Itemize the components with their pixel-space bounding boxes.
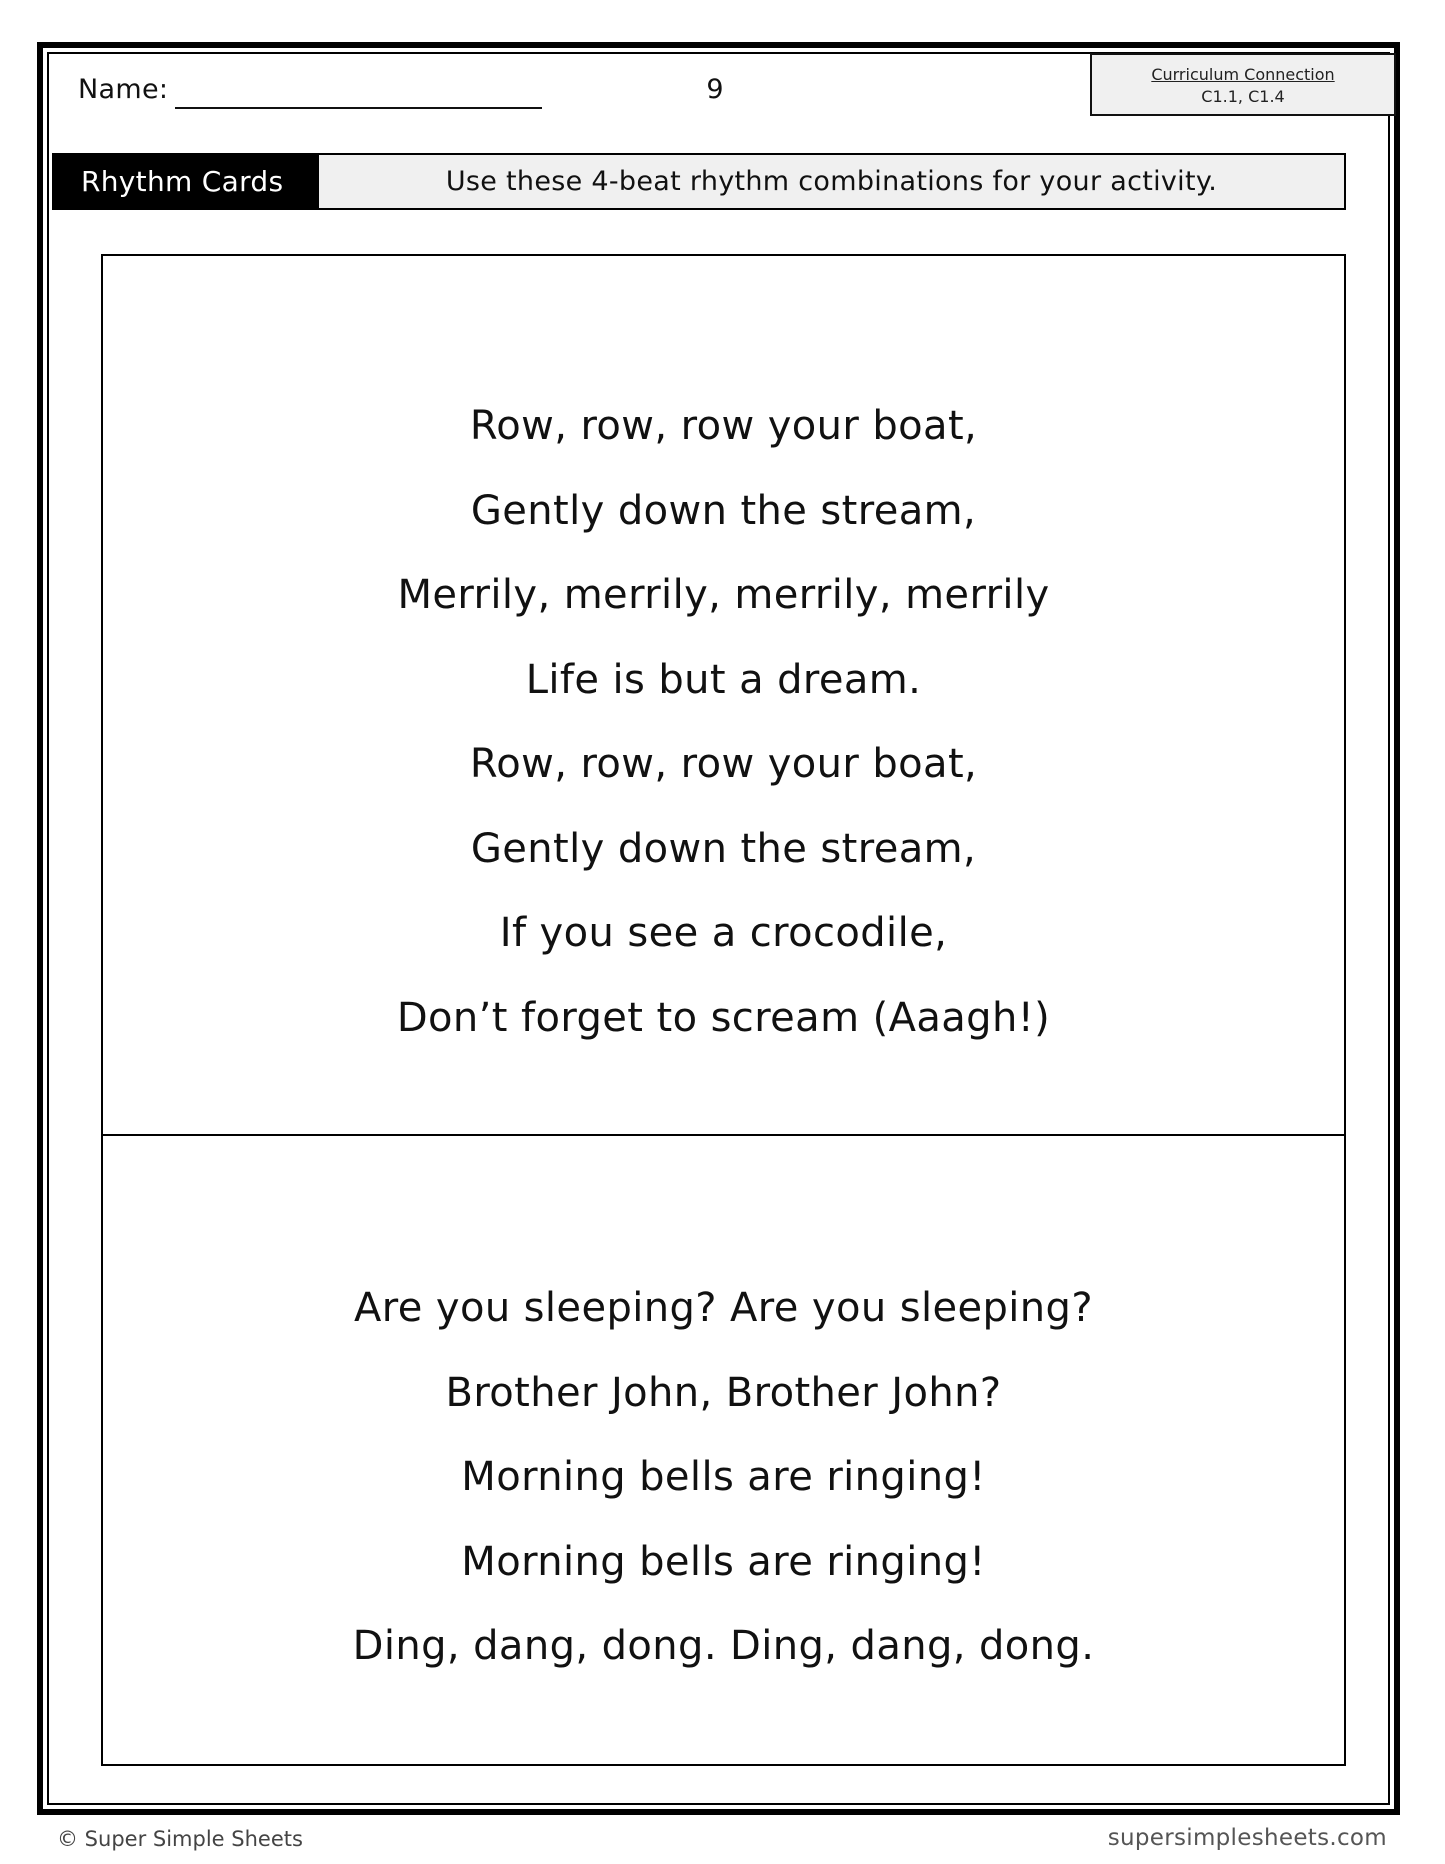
lyric-line: Row, row, row your boat, [469,403,978,449]
lyric-line: Gently down the stream, [470,825,977,872]
section-header-bar [52,153,1346,210]
rhythm-card-row-your-boat [101,254,1346,1136]
lyric-line: Ding, dang, dong. Ding, dang, dong. [352,1623,1095,1669]
lyric-line: Life is but a dream. [525,656,922,703]
curriculum-codes: C1.1, C1.4 [1201,87,1285,106]
rhythm-card-are-you-sleeping [101,1134,1346,1766]
lyric-line: Brother John, Brother John? [445,1369,1002,1416]
footer-website: supersimplesheets.com [1107,1825,1387,1851]
section-title: Rhythm Cards [54,155,319,208]
lyric-line: Morning bells are ringing! [461,1538,986,1585]
footer-copyright: © Super Simple Sheets [57,1827,303,1851]
lyric-line: Merrily, merrily, merrily, merrily [397,572,1050,618]
name-write-line[interactable] [175,107,542,109]
curriculum-connection-box [1090,53,1396,116]
lyric-line: Are you sleeping? Are you sleeping? [354,1285,1093,1331]
lyric-line: If you see a crocodile, [499,910,948,956]
name-label: Name: [78,74,169,105]
lyric-line: Row, row, row your boat, [469,741,978,787]
lyric-line: Gently down the stream, [470,487,977,534]
page-number: 9 [706,74,724,105]
lyric-line: Morning bells are ringing! [461,1454,986,1500]
curriculum-title: Curriculum Connection [1151,65,1335,84]
lyric-line: Don’t forget to scream (Aaagh!) [396,994,1051,1041]
section-instruction: Use these 4-beat rhythm combinations for your activity. [319,155,1344,208]
